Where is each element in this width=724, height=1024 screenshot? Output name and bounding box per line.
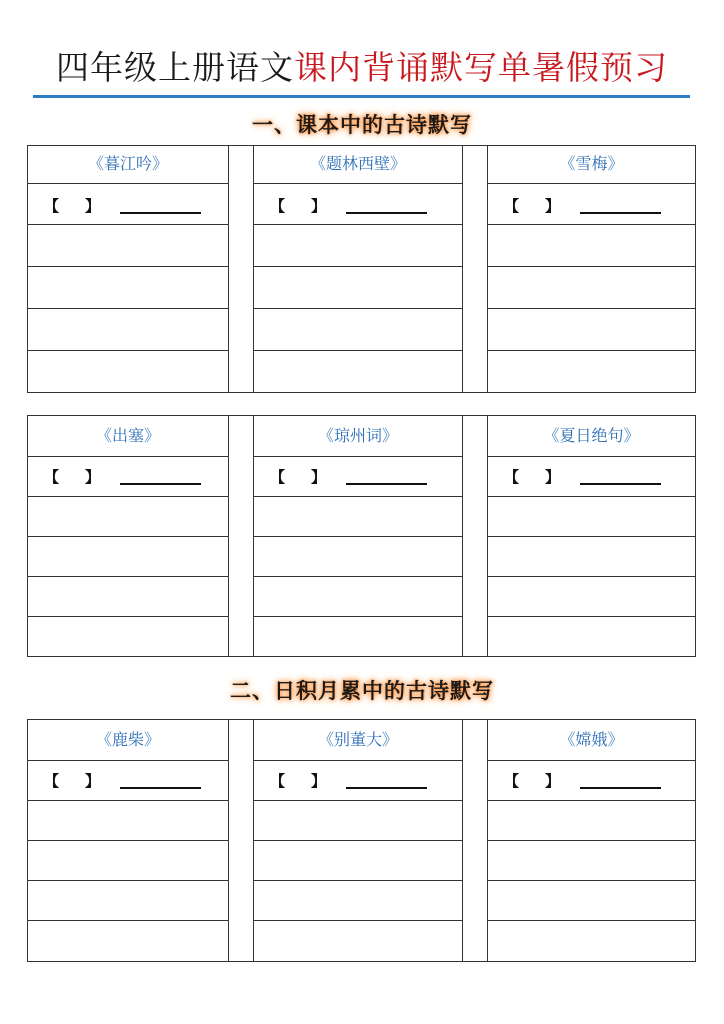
poem-title: 《嫦娥》 <box>559 730 624 749</box>
answer-row <box>488 456 695 457</box>
page-title-black: 四年级上册语文 <box>56 48 294 87</box>
bracket-open: 【 <box>504 772 520 790</box>
poem-column <box>487 146 695 392</box>
writing-line[interactable] <box>488 880 695 881</box>
poem-title: 《出塞》 <box>95 426 160 445</box>
writing-line[interactable] <box>254 308 462 309</box>
writing-line[interactable] <box>254 920 462 921</box>
author-bracket[interactable] <box>504 466 560 487</box>
writing-line[interactable] <box>254 576 462 577</box>
author-bracket[interactable] <box>270 195 326 216</box>
writing-line[interactable] <box>488 920 695 921</box>
poem-table-1 <box>27 145 696 393</box>
author-bracket[interactable] <box>504 195 560 216</box>
author-blank[interactable] <box>346 787 427 789</box>
writing-line[interactable] <box>488 308 695 309</box>
bracket-close: 】 <box>311 468 327 486</box>
author-blank[interactable] <box>580 212 661 214</box>
answer-row <box>28 456 228 457</box>
bracket-open: 【 <box>504 197 520 215</box>
answer-row <box>254 183 462 184</box>
poem-title: 《别董大》 <box>317 730 398 749</box>
author-blank[interactable] <box>120 787 201 789</box>
writing-line[interactable] <box>488 616 695 617</box>
writing-line[interactable] <box>28 350 228 351</box>
poem-column <box>253 720 463 961</box>
poem-title: 《琼州词》 <box>317 426 398 445</box>
author-blank[interactable] <box>120 483 201 485</box>
author-bracket[interactable] <box>44 770 100 791</box>
answer-row <box>28 760 228 761</box>
bracket-close: 】 <box>85 197 101 215</box>
writing-line[interactable] <box>28 536 228 537</box>
writing-line[interactable] <box>28 308 228 309</box>
poem-column <box>487 416 695 656</box>
writing-line[interactable] <box>254 536 462 537</box>
writing-line[interactable] <box>28 496 228 497</box>
writing-line[interactable] <box>28 576 228 577</box>
author-bracket[interactable] <box>270 770 326 791</box>
bracket-close: 】 <box>545 772 561 790</box>
answer-row <box>488 183 695 184</box>
bracket-close: 】 <box>545 468 561 486</box>
writing-line[interactable] <box>28 880 228 881</box>
bracket-open: 【 <box>270 772 286 790</box>
section-heading-1: 一、课本中的古诗默写 <box>252 113 472 137</box>
writing-line[interactable] <box>28 266 228 267</box>
poem-column <box>253 146 463 392</box>
poem-title: 《鹿柴》 <box>95 730 160 749</box>
poem-column <box>28 416 229 656</box>
writing-line[interactable] <box>488 840 695 841</box>
author-blank[interactable] <box>580 483 661 485</box>
bracket-open: 【 <box>44 468 60 486</box>
answer-row <box>254 760 462 761</box>
writing-line[interactable] <box>28 224 228 225</box>
writing-line[interactable] <box>488 350 695 351</box>
poem-column <box>253 416 463 656</box>
writing-line[interactable] <box>488 496 695 497</box>
writing-line[interactable] <box>254 350 462 351</box>
writing-line[interactable] <box>488 576 695 577</box>
writing-line[interactable] <box>254 800 462 801</box>
answer-row <box>28 183 228 184</box>
page-title <box>0 46 724 90</box>
title-underline <box>33 95 690 98</box>
page-title-red: 课内背诵默写单暑假预习 <box>294 48 668 87</box>
poem-column <box>28 146 229 392</box>
poem-table-3 <box>27 719 696 962</box>
writing-line[interactable] <box>488 536 695 537</box>
bracket-close: 】 <box>311 772 327 790</box>
writing-line[interactable] <box>254 840 462 841</box>
author-blank[interactable] <box>580 787 661 789</box>
bracket-close: 】 <box>85 468 101 486</box>
section-heading-2: 二、日积月累中的古诗默写 <box>230 679 494 703</box>
writing-line[interactable] <box>28 920 228 921</box>
writing-line[interactable] <box>254 880 462 881</box>
poem-column <box>487 720 695 961</box>
answer-row <box>254 456 462 457</box>
author-bracket[interactable] <box>270 466 326 487</box>
poem-title: 《雪梅》 <box>559 154 624 173</box>
bracket-open: 【 <box>270 468 286 486</box>
bracket-close: 】 <box>85 772 101 790</box>
writing-line[interactable] <box>488 266 695 267</box>
bracket-open: 【 <box>270 197 286 215</box>
author-bracket[interactable] <box>44 466 100 487</box>
writing-line[interactable] <box>488 224 695 225</box>
writing-line[interactable] <box>28 800 228 801</box>
writing-line[interactable] <box>254 616 462 617</box>
bracket-close: 】 <box>545 197 561 215</box>
poem-title: 《夏日绝句》 <box>543 426 640 445</box>
writing-line[interactable] <box>488 800 695 801</box>
author-bracket[interactable] <box>44 195 100 216</box>
writing-line[interactable] <box>254 266 462 267</box>
author-bracket[interactable] <box>504 770 560 791</box>
bracket-open: 【 <box>44 772 60 790</box>
bracket-close: 】 <box>311 197 327 215</box>
author-blank[interactable] <box>120 212 201 214</box>
writing-line[interactable] <box>254 224 462 225</box>
answer-row <box>488 760 695 761</box>
poem-title: 《暮江吟》 <box>87 154 168 173</box>
author-blank[interactable] <box>346 483 427 485</box>
poem-title: 《题林西壁》 <box>309 154 406 173</box>
writing-line[interactable] <box>254 496 462 497</box>
writing-line[interactable] <box>28 616 228 617</box>
poem-column <box>28 720 229 961</box>
author-blank[interactable] <box>346 212 427 214</box>
poem-table-2 <box>27 415 696 657</box>
writing-line[interactable] <box>28 840 228 841</box>
bracket-open: 【 <box>504 468 520 486</box>
bracket-open: 【 <box>44 197 60 215</box>
